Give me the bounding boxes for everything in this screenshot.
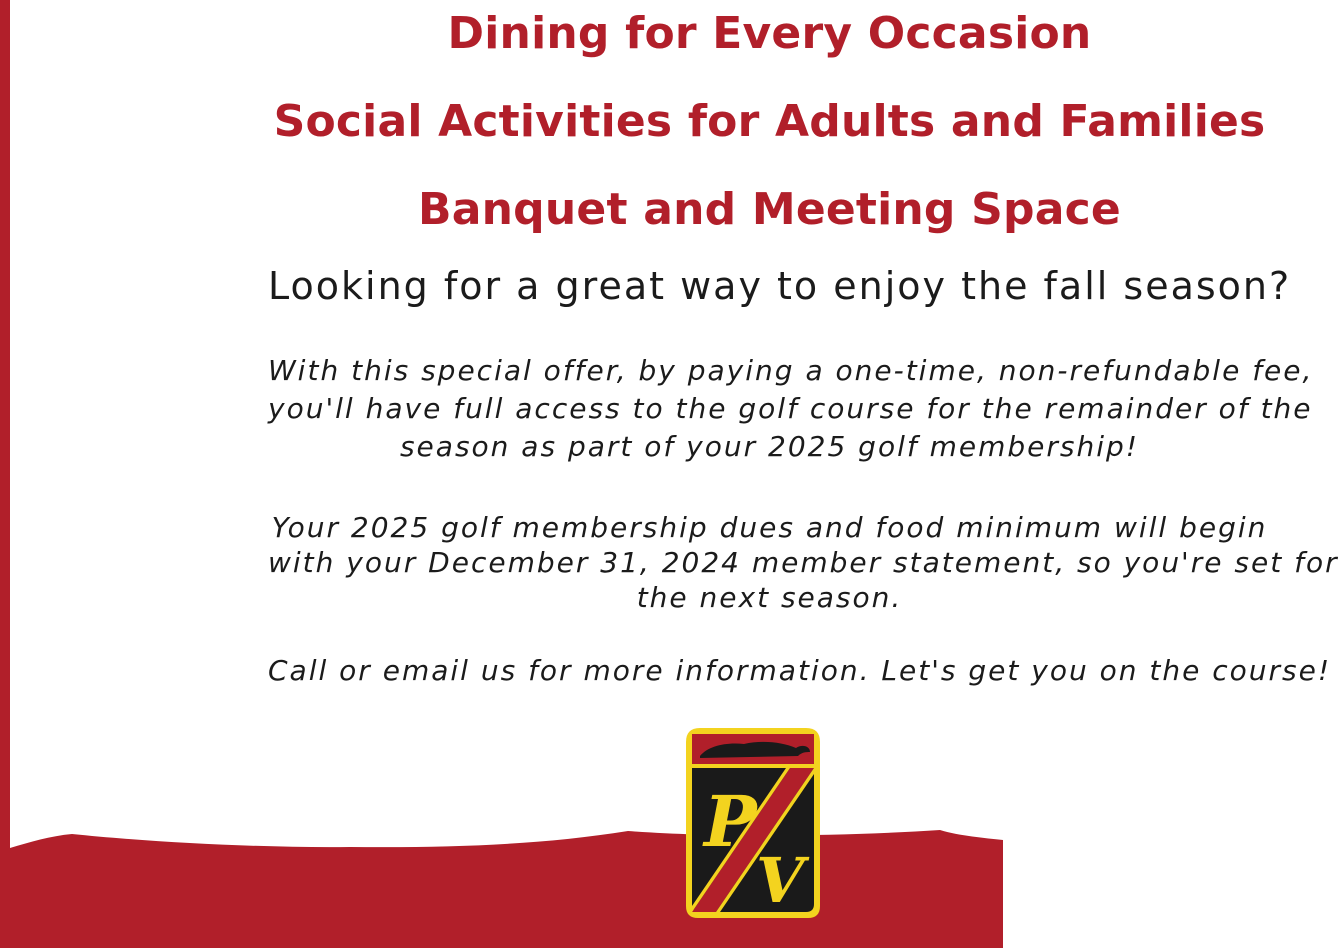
subheading: Looking for a great way to enjoy the fall season?	[268, 264, 1292, 308]
heading-dining: Dining for Every Occasion	[447, 8, 1092, 59]
red-wave-footer	[0, 800, 1003, 948]
contact-line-1: Call or email us for more information. Let's get you on the course!	[268, 654, 1332, 687]
heading-social-activities: Social Activities for Adults and Families	[273, 96, 1266, 147]
dues-paragraph	[268, 510, 1339, 615]
logo-letter-p: P	[704, 780, 757, 863]
dues-line-3: the next season.	[636, 581, 903, 614]
heading-banquet: Banquet and Meeting Space	[418, 184, 1121, 235]
offer-line-3: season as part of your 2025 golf membership!	[399, 430, 1140, 463]
dues-line-2: with your December 31, 2024 member statement, so you're set for	[268, 546, 1339, 579]
club-crest-logo	[678, 722, 828, 922]
dues-line-1: Your 2025 golf membership dues and food minimum will begin	[271, 511, 1268, 544]
offer-paragraph	[268, 352, 1314, 466]
offer-line-2: you'll have full access to the golf course for the remainder of the	[268, 392, 1313, 425]
logo-letter-v: V	[756, 844, 805, 917]
offer-line-1: With this special offer, by paying a one-time, non-refundable fee,	[268, 354, 1314, 387]
left-border	[0, 0, 10, 948]
contact-paragraph	[268, 652, 1332, 690]
